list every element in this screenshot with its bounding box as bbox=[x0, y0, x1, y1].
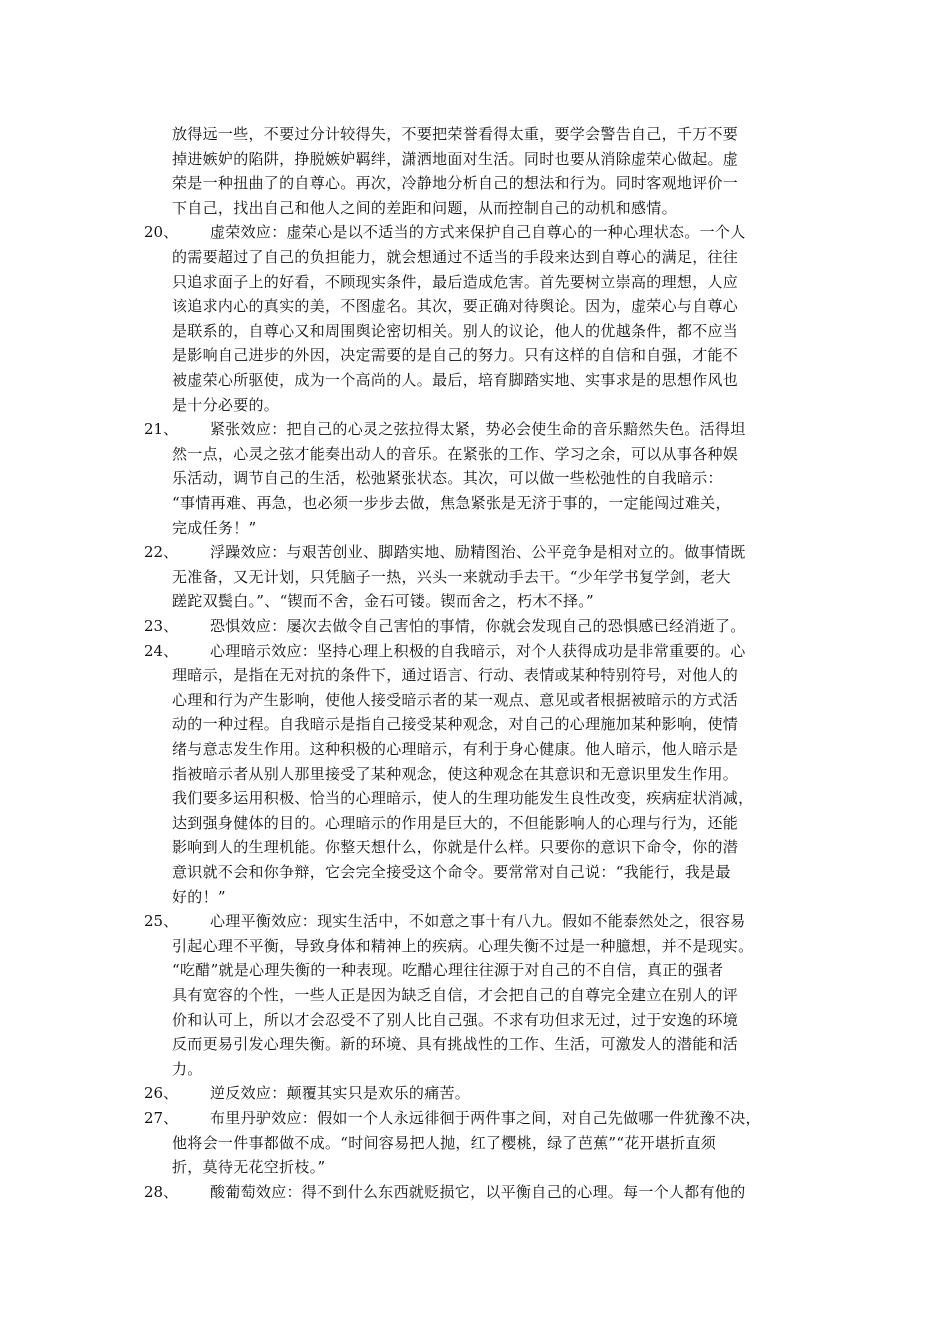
paragraph-line: 影响到人的生理机能。你整天想什么，你就是什么样。只要你的意识下命令，你的潜 bbox=[172, 838, 739, 856]
paragraph-line: 价和认可上，所以才会忍受不了别人比自己强。不求有功但求无过，过于安逸的环境 bbox=[172, 1011, 739, 1029]
paragraph-line: 动的一种过程。自我暗示是指自己接受某种观念，对自己的心理施加某种影响，使情 bbox=[172, 715, 739, 733]
list-item-heading-line: 恐惧效应：屡次去做令自己害怕的事情，你就会发现自己的恐惧感已经消逝了。 bbox=[210, 617, 746, 635]
paragraph-line: 完成任务！” bbox=[172, 519, 257, 537]
paragraph-line: 我们要多运用积极、恰当的心理暗示，使人的生理功能发生良性改变，疾病症状消减， bbox=[172, 789, 754, 807]
list-item-number: 27、 bbox=[144, 1109, 179, 1127]
paragraph-line: 该追求内心的真实的美，不图虚名。其次，要正确对待舆论。因为，虚荣心与自尊心 bbox=[172, 297, 739, 315]
paragraph-line: 无准备，又无计划，只凭脑子一热，兴头一来就动手去干。“少年学书复学剑，老大 bbox=[172, 568, 731, 586]
list-item-heading-line: 虚荣效应：虚荣心是以不适当的方式来保护自己自尊心的一种心理状态。一个人 bbox=[210, 223, 746, 241]
list-item-number: 24、 bbox=[144, 642, 179, 660]
paragraph-line: 然一点，心灵之弦才能奏出动人的音乐。在紧张的工作、学习之余，可以从事各种娱 bbox=[172, 445, 739, 463]
paragraph-line: “事情再难、再急，也必须一步步去做，焦急紧张是无济于事的，一定能闯过难关， bbox=[172, 494, 731, 512]
paragraph-line: 反而更易引发心理失衡。新的环境、具有挑战性的工作、生活，可激发人的潜能和活 bbox=[172, 1035, 739, 1053]
paragraph-line: 掉进嫉妒的陷阱，挣脱嫉妒羁绊，潇洒地面对生活。同时也要从消除虚荣心做起。虚 bbox=[172, 150, 739, 168]
list-item-number: 28、 bbox=[144, 1183, 179, 1201]
list-item-heading-line: 布里丹驴效应：假如一个人永远徘徊于两件事之间，对自己先做哪一件犹豫不决， bbox=[210, 1109, 761, 1127]
list-item-heading-line: 逆反效应：颠覆其实只是欢乐的痛苦。 bbox=[210, 1084, 471, 1102]
paragraph-line: 理暗示，是指在无对抗的条件下，通过语言、行动、表情或某种特别符号，对他人的 bbox=[172, 666, 739, 684]
paragraph-line: 指被暗示者从别人那里接受了某种观念，使这种观念在其意识和无意识里发生作用。 bbox=[172, 765, 739, 783]
list-item-heading-line: 酸葡萄效应：得不到什么东西就贬损它，以平衡自己的心理。每一个人都有他的 bbox=[210, 1183, 746, 1201]
paragraph-line: 只追求面子上的好看，不顾现实条件，最后造成危害。首先要树立崇高的理想，人应 bbox=[172, 273, 739, 291]
paragraph-line: 是十分必要的。 bbox=[172, 396, 280, 414]
paragraph-line: 达到强身健体的目的。心理暗示的作用是巨大的，不但能影响人的心理与行为，还能 bbox=[172, 814, 739, 832]
paragraph-line: 是影响自己进步的外因，决定需要的是自己的努力。只有这样的自信和自强，才能不 bbox=[172, 346, 739, 364]
paragraph-line: 具有宽容的个性，一些人正是因为缺乏自信，才会把自己的自尊完全建立在别人的评 bbox=[172, 986, 739, 1004]
list-item-number: 22、 bbox=[144, 543, 179, 561]
list-item-heading-line: 紧张效应：把自己的心灵之弦拉得太紧，势必会使生命的音乐黯然失色。活得坦 bbox=[210, 420, 746, 438]
paragraph-line: 下自己，找出自己和他人之间的差距和问题，从而控制自己的动机和感情。 bbox=[172, 199, 677, 217]
paragraph-line: 的需要超过了自己的负担能力，就会想通过不适当的手段来达到自尊心的满足，往往 bbox=[172, 248, 739, 266]
paragraph-line: 好的！” bbox=[172, 888, 226, 906]
paragraph-line: 放得远一些，不要过分计较得失，不要把荣誉看得太重，要学会警告自己，千万不要 bbox=[172, 125, 739, 143]
paragraph-line: 心理和行为产生影响，使他人接受暗示者的某一观点、意见或者根据被暗示的方式活 bbox=[172, 691, 739, 709]
paragraph-line: 折，莫待无花空折枝。” bbox=[172, 1158, 326, 1176]
paragraph-line: “吃醋”就是心理失衡的一种表现。吃醋心理往往源于对自己的不自信，真正的强者 bbox=[172, 961, 724, 979]
paragraph-line: 绪与意志发生作用。这种积极的心理暗示，有利于身心健康。他人暗示，他人暗示是 bbox=[172, 740, 739, 758]
list-item-number: 25、 bbox=[144, 912, 179, 930]
list-item-number: 23、 bbox=[144, 617, 179, 635]
paragraph-line: 乐活动，调节自己的生活，松弛紧张状态。其次，可以做一些松弛性的自我暗示： bbox=[172, 469, 723, 487]
list-item-number: 20、 bbox=[144, 223, 179, 241]
list-item-heading-line: 心理暗示效应：坚持心理上积极的自我暗示，对个人获得成功是非常重要的。心 bbox=[210, 642, 746, 660]
list-item-number: 26、 bbox=[144, 1084, 179, 1102]
list-item-heading-line: 浮躁效应：与艰苦创业、脚踏实地、励精图治、公平竞争是相对立的。做事情既 bbox=[210, 543, 746, 561]
paragraph-line: 被虚荣心所驱使，成为一个高尚的人。最后，培育脚踏实地、实事求是的思想作风也 bbox=[172, 371, 739, 389]
list-item-number: 21、 bbox=[144, 420, 179, 438]
paragraph-line: 荣是一种扭曲了的自尊心。再次，冷静地分析自己的想法和行为。同时客观地评价一 bbox=[172, 174, 739, 192]
paragraph-line: 意识就不会和你争辩，它会完全接受这个命令。要常常对自己说：“我能行，我是最 bbox=[172, 863, 731, 881]
paragraph-line: 引起心理不平衡，导致身体和精神上的疾病。心理失衡不过是一种臆想，并不是现实。 bbox=[172, 937, 754, 955]
paragraph-line: 力。 bbox=[172, 1060, 203, 1078]
paragraph-line: 他将会一件事都做不成。“时间容易把人抛，红了樱桃，绿了芭蕉”“花开堪折直须 bbox=[172, 1134, 717, 1152]
list-item-heading-line: 心理平衡效应：现实生活中，不如意之事十有八九。假如不能泰然处之，很容易 bbox=[210, 912, 746, 930]
paragraph-line: 是联系的，自尊心又和周围舆论密切相关。别人的议论，他人的优越条件，都不应当 bbox=[172, 322, 739, 340]
paragraph-line: 蹉跎双鬓白。”、“锲而不舍，金石可镂。锲而舍之，朽木不择。” bbox=[172, 592, 595, 610]
